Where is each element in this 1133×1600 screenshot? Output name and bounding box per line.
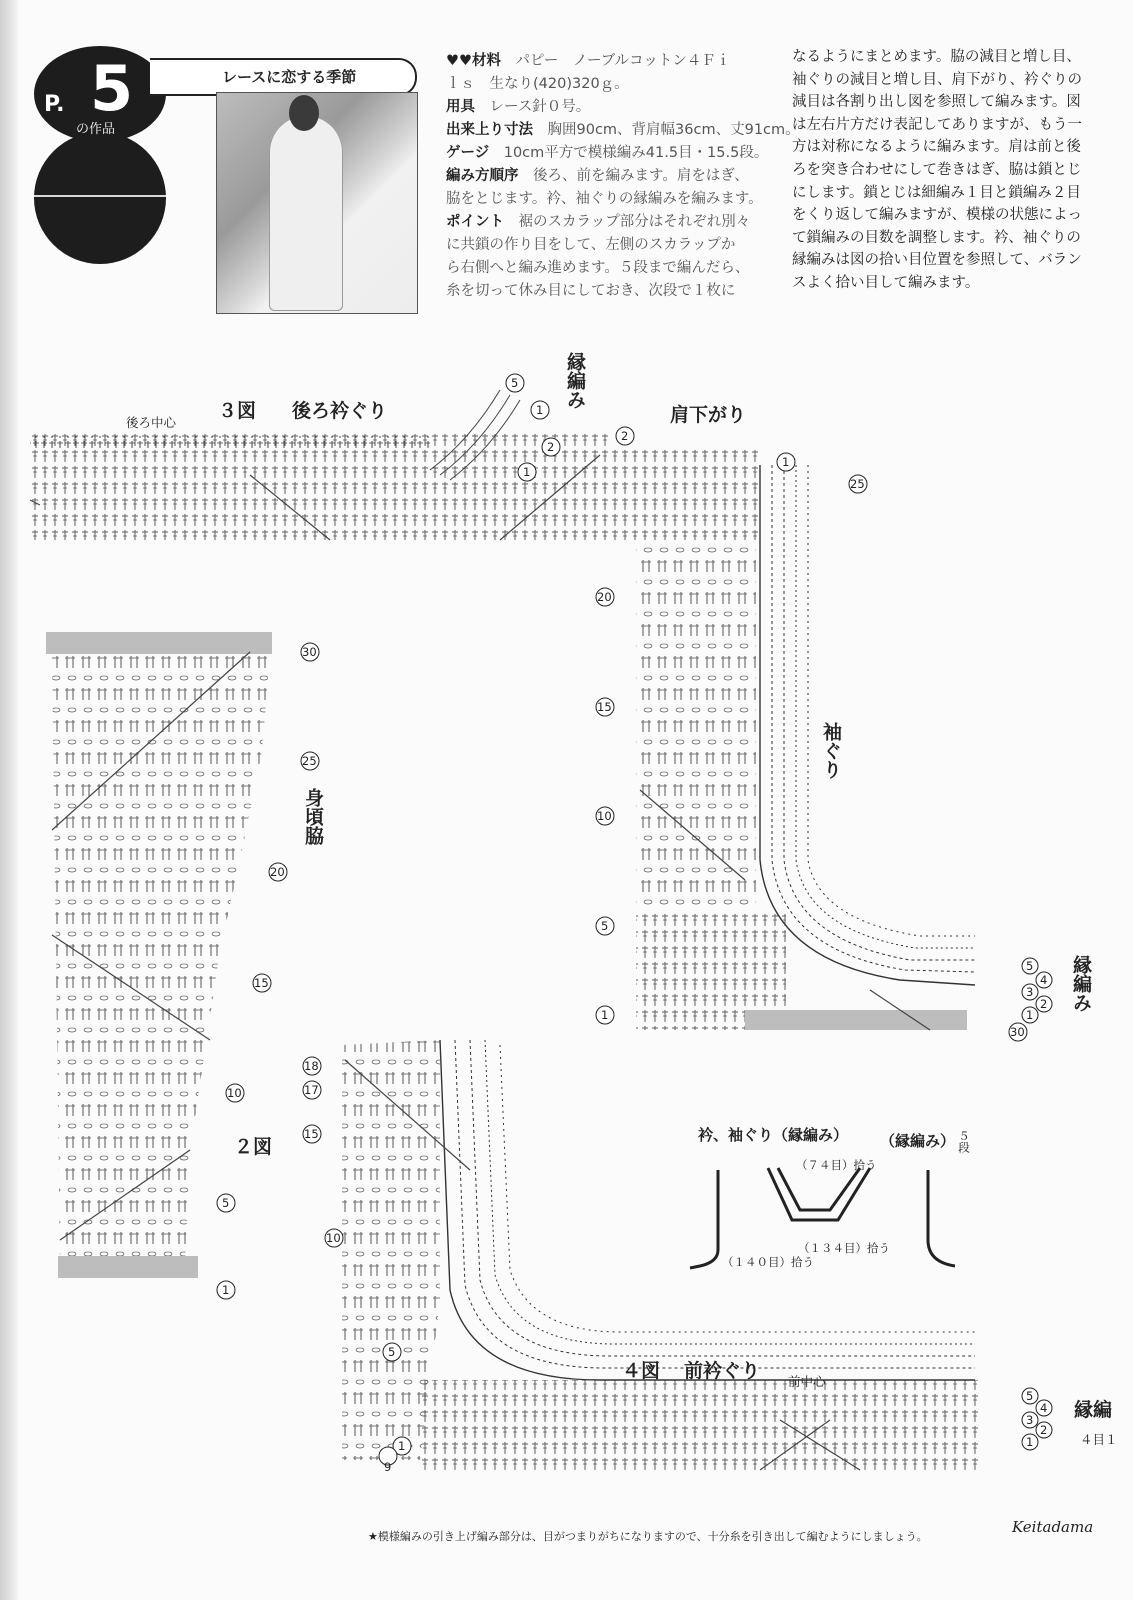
instructions-column-2: なるようにまとめます。脇の減目と増し目、 袖ぐりの減目と増し目、肩下がり、衿ぐりの 減目は各割り出し図を参照して編みます。図 は左右片方だけ表記してありますが、もう一 方は対称になるように編みます。肩は前と後 ろを突き合わせにして巻きはぎ、脇は鎖とじ にします。鎖とじは細編み１目と鎖編み２目 をくり返して編みますが、模様の状態によっ て鎖編みの目数を調整します。衿、袖ぐりの 縁編みは図の拾い目位置を参照して、バラン スよく拾い目して編みます。 <box>792 49 1082 291</box>
edge-row-number: 5 <box>1026 959 1034 973</box>
edging-label-right: 縁編み <box>1070 955 1092 1012</box>
edge-row-number: 1 <box>1026 1008 1034 1022</box>
gauge-line: ゲージ 10cm平方で模様編み41.5目・15.5段。 <box>446 145 769 161</box>
point-line-2: に共鎖の作り目をして、左側のスカラップか <box>446 237 736 253</box>
row-number: 20 <box>270 865 285 879</box>
row-number: 15 <box>254 976 269 990</box>
badge-page-number: 5 <box>90 52 134 125</box>
armhole-label: 袖ぐり <box>820 722 842 779</box>
edge-row-number: 1 <box>1026 1435 1034 1449</box>
point-line: ポイント 裾のスカラップ部分はそれぞれ別々 <box>446 214 751 230</box>
row-number: 1 <box>222 1283 230 1297</box>
row-number: 10 <box>597 809 612 823</box>
back-center-label: 後ろ中心 <box>126 415 177 430</box>
edging-bottom-note: ４目１ <box>1080 1432 1118 1447</box>
neck-armhole-edging: （縁編み） <box>880 1132 956 1150</box>
pick-140-label: （１４０目）拾う <box>722 1255 814 1269</box>
row-number: 5 <box>601 919 609 933</box>
signature: Keitadama <box>1012 1518 1094 1536</box>
row-number: 5 <box>388 1345 396 1359</box>
edge-row-number: 5 <box>1026 1389 1034 1403</box>
row-number: 5 <box>511 376 519 390</box>
row-number: 1 <box>523 465 531 479</box>
badge-page-prefix: P. <box>44 92 65 117</box>
edge-row-number: 2 <box>1040 1423 1048 1437</box>
materials-line: ♥♥材料 パピー ノーブルコットン４Ｆｉ <box>446 53 731 69</box>
row-number: 25 <box>302 754 317 768</box>
fig4-label: ４図 <box>622 1360 661 1382</box>
tools-line: 用具 レース針０号。 <box>446 99 591 115</box>
row-number: 25 <box>850 477 865 491</box>
rows-5-label: ５段 <box>957 1130 971 1153</box>
edge-row-number: 4 <box>1040 973 1048 987</box>
row-number: 10 <box>326 1231 341 1245</box>
row-number: 15 <box>597 700 612 714</box>
front-center-label: 前中心 <box>788 1374 826 1389</box>
edging-label-bottom: 縁編 <box>1074 1399 1113 1421</box>
materials-line-2: ｌｓ 生なり(420)320ｇ。 <box>446 76 629 92</box>
row-number: 30 <box>1010 1025 1025 1039</box>
row-number: 1 <box>398 1439 406 1453</box>
row-number: 18 <box>304 1059 319 1073</box>
row-number: 15 <box>304 1127 319 1141</box>
body-side-label: 身頃脇 <box>302 788 324 845</box>
point-line-3: ら右側へと編み進めます。５段まで編んだら、 <box>446 260 750 276</box>
row-number: 2 <box>547 440 555 454</box>
size-line: 出来上り寸法 胸囲90cm、背肩幅36cm、丈91cm。 <box>446 122 800 138</box>
fig3-armhole-chart <box>636 465 975 1030</box>
page-title: レースに恋する季節 <box>222 68 357 86</box>
pick-134-label: （１３４目）拾う <box>798 1241 890 1255</box>
edge-row-number: 3 <box>1026 985 1034 999</box>
badge-subtitle: の作品 <box>76 122 116 137</box>
fig3-label: ３図 <box>218 400 257 422</box>
edge-row-number: 4 <box>1040 1401 1048 1415</box>
fig2-label: ２図 <box>234 1136 273 1158</box>
edge-row-number: 3 <box>1026 1413 1034 1427</box>
point-line-4: 糸を切って休み目にしておき、次段で１枚に <box>446 283 736 299</box>
neck-armhole-title: 衿、袖ぐり（縁編み） <box>698 1126 849 1144</box>
row-number: 30 <box>302 645 317 659</box>
row-number: 2 <box>621 429 629 443</box>
row-number: 9 <box>384 1460 392 1474</box>
edge-row-number: 2 <box>1040 997 1048 1011</box>
order-line-2: 脇をとじます。衿、袖ぐりの縁編みを編みます。 <box>446 191 763 207</box>
row-number: 1 <box>601 1008 609 1022</box>
footer-note: ★模様編みの引き上げ編み部分は、目がつまりがちになりますので、十分糸を引き出して編むようにしましょう。 <box>368 1530 928 1543</box>
edging-label-top: 縁編み <box>564 352 586 409</box>
row-number: 1 <box>782 455 790 469</box>
row-number: 20 <box>597 590 612 604</box>
fig2-body-side-chart <box>46 632 272 1278</box>
fig3-title: 後ろ衿ぐり <box>292 400 388 422</box>
row-number: 10 <box>227 1086 242 1100</box>
row-number: 1 <box>536 403 544 417</box>
shoulder-slope-label: 肩下がり <box>670 404 747 426</box>
row-number: 5 <box>222 1196 230 1210</box>
row-number: 17 <box>304 1083 319 1097</box>
fig4-title: 前衿ぐり <box>684 1360 761 1382</box>
order-line: 編み方順序 後ろ、前を編みます。肩をはぎ、 <box>446 168 749 184</box>
pick-74-label: （７４目）拾う <box>796 1158 877 1172</box>
